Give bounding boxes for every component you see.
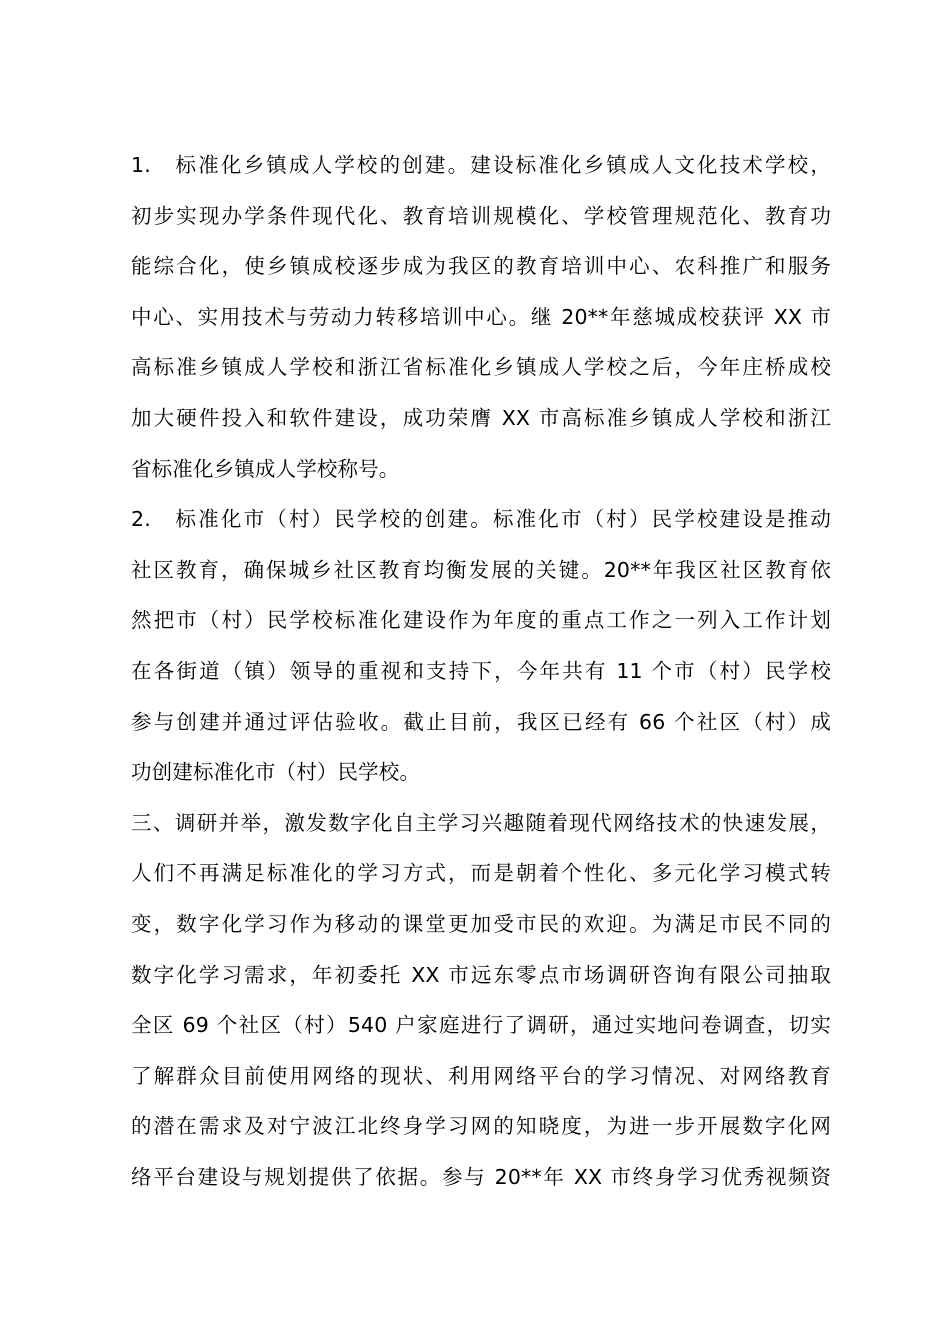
text-line: 功创建标准化市（村）民学校。 [131,760,421,785]
text-line: 省标准化乡镇成人学校称号。 [131,456,400,481]
text-line: 2. 标准化市（村）民学校的创建。标准化市（村）民学校建设是推动 [131,507,831,532]
text-line: 高标准乡镇成人学校和浙江省标准化乡镇成人学校之后，今年庄桥成校 [131,355,831,380]
text-line: 能综合化，使乡镇成校逐步成为我区的教育培训中心、农科推广和服务 [131,254,831,279]
paragraph-digital-learning-survey [131,798,831,1203]
text-line: 的潜在需求及对宁波江北终身学习网的知晓度，为进一步开展数字化网 [131,1114,831,1139]
text-line: 三、调研并举，激发数字化自主学习兴趣随着现代网络技术的快速发展， [131,810,831,835]
text-line: 人们不再满足标准化的学习方式，而是朝着个性化、多元化学习模式转 [131,861,831,886]
text-line: 数字化学习需求，年初委托 XX 市远东零点市场调研咨询有限公司抽取 [131,962,831,987]
text-line: 络平台建设与规划提供了依据。参与 20**年 XX 市终身学习优秀视频资 [131,1164,831,1189]
text-line: 在各街道（镇）领导的重视和支持下，今年共有 11 个市（村）民学校 [131,658,831,683]
paragraph-township-adult-school [131,140,831,494]
document-body [131,140,831,1202]
text-line: 全区 69 个社区（村）540 户家庭进行了调研，通过实地问卷调查，切实 [131,1013,831,1038]
text-line: 然把市（村）民学校标准化建设作为年度的重点工作之一列入工作计划 [131,608,831,633]
text-line: 初步实现办学条件现代化、教育培训规模化、学校管理规范化、教育功 [131,203,831,228]
paragraph-citizen-school [131,494,831,798]
text-line: 1. 标准化乡镇成人学校的创建。建设标准化乡镇成人文化技术学校， [131,153,831,177]
text-line: 参与创建并通过评估验收。截止目前，我区已经有 66 个社区（村）成 [131,709,831,734]
text-line: 了解群众目前使用网络的现状、利用网络平台的学习情况、对网络教育 [131,1063,831,1088]
text-line: 变，数字化学习作为移动的课堂更加受市民的欢迎。为满足市民不同的 [131,911,831,936]
text-line: 社区教育，确保城乡社区教育均衡发展的关键。20**年我区社区教育依 [131,557,831,582]
text-line: 加大硬件投入和软件建设，成功荣膺 XX 市高标准乡镇成人学校和浙江 [131,405,831,430]
text-line: 中心、实用技术与劳动力转移培训中心。继 20**年慈城成校获评 XX 市 [131,304,831,329]
